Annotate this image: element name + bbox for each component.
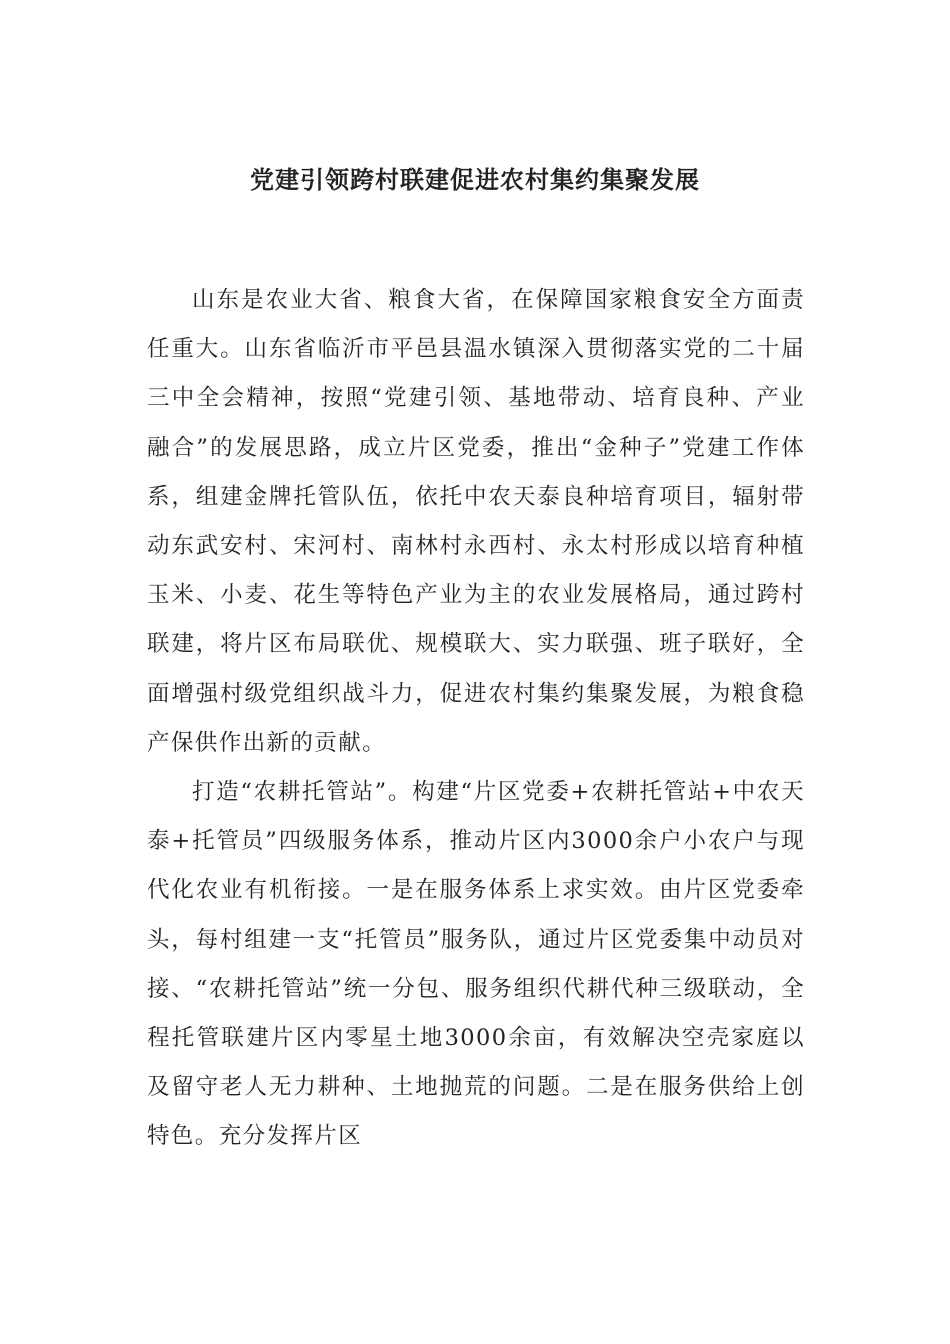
- paragraph-farming-station: 打造“农耕托管站”。构建“片区党委+农耕托管站+中农天泰+托管员”四级服务体系，推动片区内3000余户小农户与现代化农业有机衔接。一是在服务体系上求实效。由片区党委牵头，每村组建一支“托管员”服务队，通过片区党委集中动员对接、“农耕托管站”统一分包、服务组织代耕代种三级联动，全程托管联建片区内零星土地3000余亩，有效解决空壳家庭以及留守老人无力耕种、土地抛荒的问题。二是在服务供给上创特色。充分发挥片区: [147, 779, 805, 1150]
- document-title: 党建引领跨村联建促进农村集约集聚发展: [250, 165, 700, 194]
- document-body: [147, 276, 805, 1162]
- paragraph-intro: 山东是农业大省、粮食大省，在保障国家粮食安全方面责任重大。山东省临沂市平邑县温水镇深入贯彻落实党的二十届三中全会精神，按照“党建引领、基地带动、培育良种、产业融合”的发展思路，成立片区党委，推出“金种子”党建工作体系，组建金牌托管队伍，依托中农天泰良种培育项目，辐射带动东武安村、宋河村、南林村永西村、永太村形成以培育种植玉米、小麦、花生等特色产业为主的农业发展格局，通过跨村联建，将片区布局联优、规模联大、实力联强、班子联好，全面增强村级党组织战斗力，促进农村集约集聚发展，为粮食稳产保供作出新的贡献。: [147, 287, 805, 756]
